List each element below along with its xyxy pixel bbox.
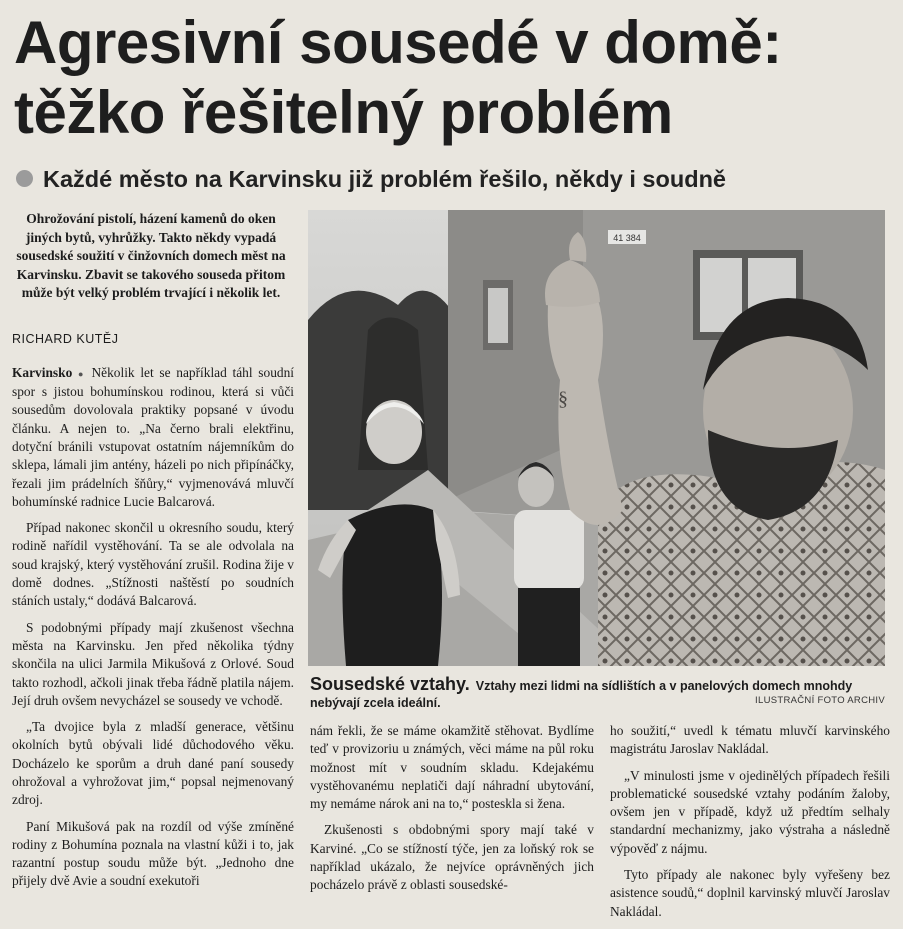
- paragraph-2: Případ nakonec skončil u okresního soudu, který rodině nařídil vystěhování. Ta se ale odvolala na soud krajský, který vystěhování zrušil. Rodina žije v domě dodnes. „Stížnosti naštěstí po soudních stáních ustaly,“ dodává Balcarová.: [12, 520, 294, 609]
- tattoo-mark: §: [558, 388, 568, 410]
- article-column-1: [12, 364, 294, 899]
- paragraph-10: Tyto případy ale nakonec byly vyřešeny bez asistence soudů,“ doplnil karvinský mluvčí Jaroslav Nakládal.: [610, 867, 890, 919]
- dateline: Karvinsko: [12, 365, 73, 380]
- photo-caption: [310, 676, 886, 712]
- headline-line-2: těžko řešitelný problém: [14, 79, 673, 146]
- paragraph-1: Několik let se například táhl soudní spor s jistou bohumínskou rodinou, která si vůči sousedům dovolovala praktiky popsané v úvodu článku. A nejen to. „Na černo brali elektřinu, dotyční bránili vstupovat ostatním nájemníkům do sklepa, lámali jim antény, házeli po nich připínáčky, řezali jim prádelních šňůry,“ vyjmenovává mluvčí bohumínské radnice Lucie Balcarová.: [12, 365, 294, 509]
- photo-credit: ILUSTRAČNÍ FOTO ARCHIV: [755, 695, 885, 706]
- article-column-3: [610, 722, 890, 929]
- paragraph-9: „V minulosti jsme v ojedinělých případech řešili problematické sousedské vztahy podáním žaloby, ovšem jen v případě, když už předtím selhaly standardní mechanizmy, jako výstraha a následně výpověď z nájmu.: [610, 767, 890, 856]
- paragraph-6: nám řekli, že se máme okamžitě stěhovat. Bydlíme teď v provizoriu u známých, věci máme na půl roku možnost mít v soudním skladu. Kdejakému vystěhovanému neplatiči dají náhradní ubytování, my nemáme nárok ani na to,“ posteskla si žena.: [310, 723, 594, 812]
- byline: RICHARD KUTĚJ: [12, 332, 119, 346]
- house-number-sign: 41 384: [613, 233, 641, 243]
- headline-line-1: Agresivní sousedé v domě:: [14, 9, 782, 76]
- article-photo: [308, 210, 885, 666]
- paragraph-3: S podobnými případy mají zkušenost všechna města na Karvinsku. Jen před několika týdny skončila na ulici Jarmila Mikušová z Orlové. Soud takto rozhodl, ačkoli jinak třeba řádně platila nájem. Její druh ovšem nevycházel se sousedy ve vchodě.: [12, 619, 294, 708]
- headline: [14, 8, 899, 148]
- paragraph-8: ho soužití,“ uvedl k tématu mluvčí karvinského magistrátu Jaroslav Nakládal.: [610, 723, 890, 757]
- paragraph-5: Paní Mikušová pak na rozdíl od výše zmíněné rodiny z Bohumína poznala na vlastní kůži i to, jak razantní postup soudu může být. „Jednoho dne přijely dvě Avie a soudní exekutoři: [12, 818, 294, 889]
- subheadline: [16, 164, 901, 194]
- article-column-2: [310, 722, 594, 903]
- caption-text: Vztahy mezi lidmi na sídlištích a v panelových domech mnohdy nebývají zcela ideální.: [310, 679, 853, 710]
- dateline-dot-icon: ●: [77, 368, 86, 379]
- caption-title: Sousedské vztahy.: [310, 674, 470, 694]
- paragraph-7: Zkušenosti s obdobnými spory mají také v Karviné. „Co se stížností týče, jen za loňský rok se například ukázalo, že nejvíce oprávněných jich pocházelo právě z oblasti sousedské-: [310, 822, 594, 893]
- lead-paragraph: Ohrožování pistolí, házení kamenů do oken jiných bytů, vyhrůžky. Takto někdy vypadá sousedské soužití v činžovních domech měst na Karvinsku. Zbavit se takového souseda přitom může být velký problém trvající i několik let.: [16, 211, 286, 300]
- paragraph-4: „Ta dvojice byla z mladší generace, většinu okolních bytů obývali lidé důchodového věku. Docházelo ke sporům a druh dané paní sousedy ohrožoval a vyhrožovat jim,“ popsal nejmenovaný zdroj.: [12, 719, 294, 808]
- bullet-icon: [16, 170, 33, 187]
- subheadline-text: Každé město na Karvinsku již problém řešilo, někdy i soudně: [43, 166, 726, 192]
- photo-illustration: [308, 210, 885, 666]
